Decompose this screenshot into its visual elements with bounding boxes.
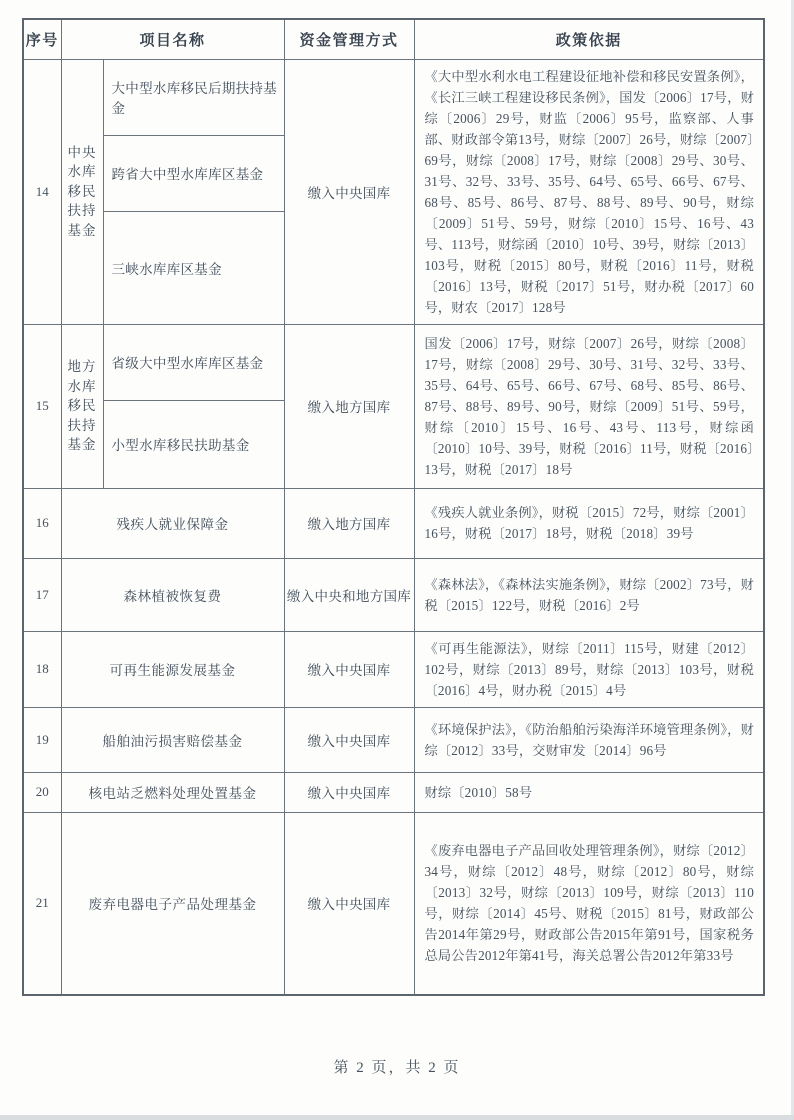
management-cell: 缴入中央和地方国库	[284, 558, 414, 631]
scan-edge-bottom	[0, 1115, 794, 1120]
fund-subitem-cell: 省级大中型水库库区基金	[103, 324, 284, 400]
fund-name-cell: 可再生能源发展基金	[61, 631, 284, 707]
table-row-21	[23, 812, 764, 995]
policy-cell: 国发〔2006〕17号，财综〔2007〕26号，财综〔2008〕17号，财综〔2008〕29号、30号、31号、32号、33号、35号、64号、65号、66号、67号、68号、85号、86号、87号、88号、89号、90号，财综〔2009〕51号、59号，财综〔2010〕15号、16号、43号、113号，财综函〔2010〕10号、39号，财税〔2016〕11号，财税〔2016〕13号，财税〔2017〕18号	[414, 324, 764, 488]
management-cell: 缴入中央国库	[284, 707, 414, 772]
fund-subitem-cell: 小型水库移民扶助基金	[103, 400, 284, 488]
table-row-15	[23, 324, 764, 400]
row-number-cell: 20	[23, 772, 61, 812]
row-number-cell: 16	[23, 488, 61, 558]
row-number-cell: 18	[23, 631, 61, 707]
row-number-cell: 17	[23, 558, 61, 631]
policy-cell: 《可再生能源法》，财综〔2011〕115号，财建〔2012〕102号，财综〔2013〕89号，财综〔2013〕103号，财税〔2016〕4号，财办税〔2015〕4号	[414, 631, 764, 707]
table-row-20	[23, 772, 764, 812]
policy-cell: 《残疾人就业条例》，财税〔2015〕72号，财综〔2001〕16号，财税〔2017〕18号，财税〔2018〕39号	[414, 488, 764, 558]
header-fund-management: 资金管理方式	[284, 19, 414, 59]
management-cell: 缴入地方国库	[284, 488, 414, 558]
fund-group-cell: 地方水库移民扶持基金	[61, 324, 103, 488]
policy-cell: 财综〔2010〕58号	[414, 772, 764, 812]
page-footer: 第 2 页，共 2 页	[333, 1060, 461, 1076]
management-cell: 缴入中央国库	[284, 812, 414, 995]
fund-subitem-cell: 大中型水库移民后期扶持基金	[103, 59, 284, 135]
fund-subitem-cell: 跨省大中型水库库区基金	[103, 135, 284, 211]
table-row-19	[23, 707, 764, 772]
fund-group-cell: 中央水库移民扶持基金	[61, 59, 103, 324]
row-number-cell: 15	[23, 324, 61, 488]
management-cell: 缴入中央国库	[284, 772, 414, 812]
policy-cell: 《大中型水利水电工程建设征地补偿和移民安置条例》，《长江三峡工程建设移民条例》，国发〔2006〕17号，财综〔2006〕29号，财监〔2006〕95号，监察部、人事部、财政部令第13号，财综〔2007〕26号，财综〔2007〕69号，财综〔2008〕17号，财综〔2008〕29号、30号、31号、32号、33号、35号、64号、65号、66号、67号、68号、85号、86号、87号、88号、89号、90号，财综〔2009〕51号、59号，财综〔2010〕15号、16号、43号、113号，财综函〔2010〕10号、39号，财综〔2013〕103号，财税〔2015〕80号，财税〔2016〕11号，财税〔2016〕13号，财税〔2017〕51号，财办税〔2017〕60号，财农〔2017〕128号	[414, 59, 764, 324]
management-cell: 缴入中央国库	[284, 59, 414, 324]
fund-name-cell: 核电站乏燃料处理处置基金	[61, 772, 284, 812]
table-row-16	[23, 488, 764, 558]
table-row-17	[23, 558, 764, 631]
fund-table	[22, 18, 765, 996]
fund-name-cell: 船舶油污损害赔偿基金	[61, 707, 284, 772]
row-number-cell: 14	[23, 59, 61, 324]
policy-cell: 《环境保护法》，《防治船舶污染海洋环境管理条例》，财综〔2012〕33号，交财审发〔2014〕96号	[414, 707, 764, 772]
policy-cell: 《废弃电器电子产品回收处理管理条例》，财综〔2012〕34号，财综〔2012〕48号，财综〔2012〕80号，财综〔2013〕32号，财综〔2013〕109号，财综〔2013〕110号，财综〔2014〕45号、财税〔2015〕81号，财政部公告2014年第29号，财政部公告2015年第91号，国家税务总局公告2012年第41号，海关总署公告2012年第33号	[414, 812, 764, 995]
table-row-18	[23, 631, 764, 707]
fund-name-cell: 废弃电器电子产品处理基金	[61, 812, 284, 995]
fund-name-cell: 残疾人就业保障金	[61, 488, 284, 558]
management-cell: 缴入地方国库	[284, 324, 414, 488]
row-number-cell: 19	[23, 707, 61, 772]
table-row-14	[23, 59, 764, 135]
fund-name-cell: 森林植被恢复费	[61, 558, 284, 631]
row-number-cell: 21	[23, 812, 61, 995]
fund-subitem-cell: 三峡水库库区基金	[103, 211, 284, 324]
management-cell: 缴入中央国库	[284, 631, 414, 707]
header-serial-number: 序号	[23, 19, 61, 59]
header-project-name: 项目名称	[61, 19, 284, 59]
policy-cell: 《森林法》，《森林法实施条例》，财综〔2002〕73号，财税〔2015〕122号，财税〔2016〕2号	[414, 558, 764, 631]
table-header-row	[23, 19, 764, 59]
header-policy-basis: 政策依据	[414, 19, 764, 59]
